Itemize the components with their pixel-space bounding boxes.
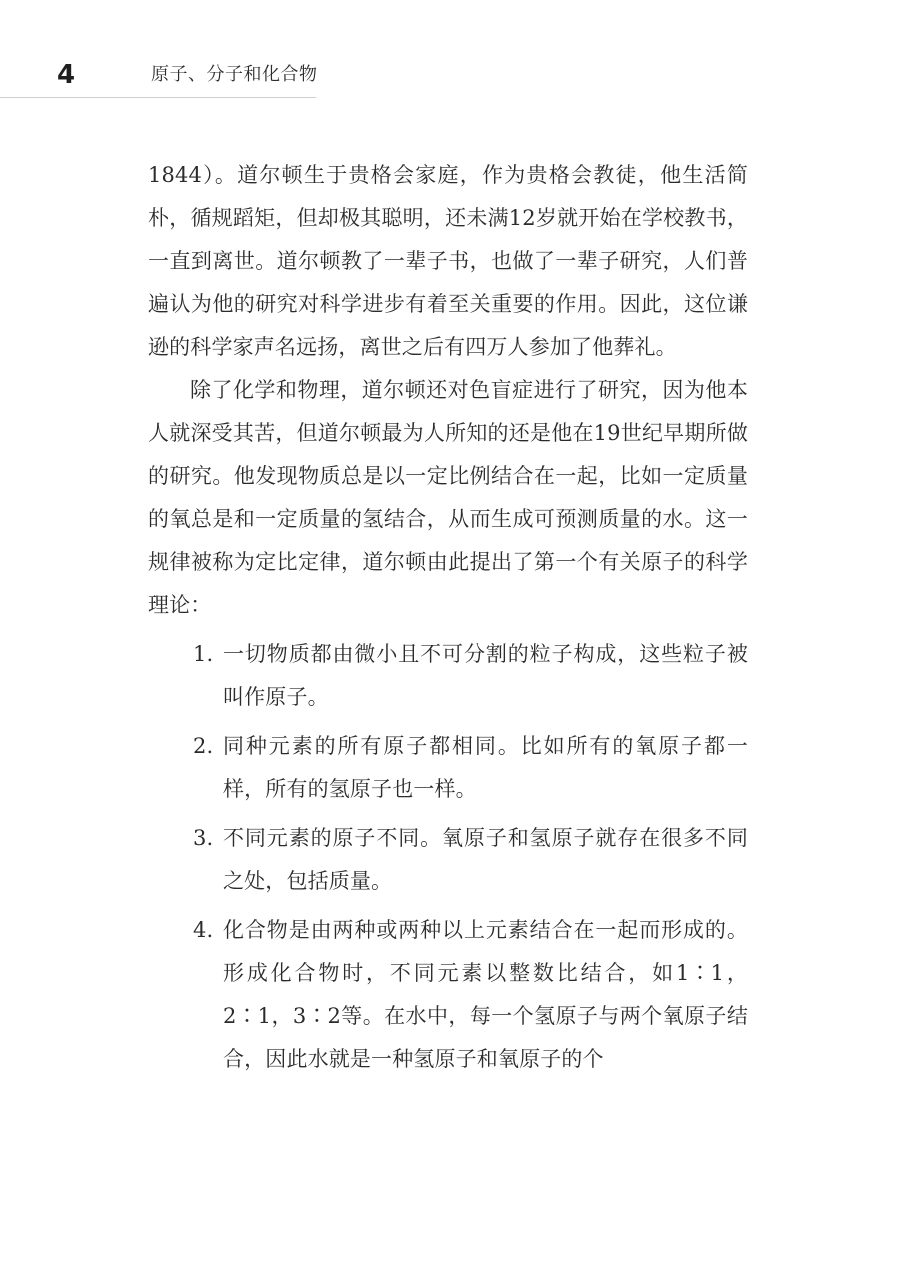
list-item-number: 1. [193,642,214,666]
list-item-text: 不同元素的原子不同。氧原子和氢原子就存在很多不同之处，包括质量。 [223,826,748,893]
list-item-number: 4. [193,918,214,942]
list-item [148,633,748,719]
list-item-text: 化合物是由两种或两种以上元素结合在一起而形成的。形成化合物时，不同元素以整数比结合，如1∶1，2∶1，3∶2等。在水中，每一个氢原子与两个氧原子结合，因此水就是一种氢原子和氧原子的个 [223,918,748,1071]
header-divider [0,97,316,98]
page-header [0,0,900,98]
list-item-text: 一切物质都由微小且不可分割的粒子构成，这些粒子被叫作原子。 [223,642,748,709]
list-item-text: 同种元素的所有原子都相同。比如所有的氧原子都一样，所有的氢原子也一样。 [223,734,748,801]
chapter-title: 原子、分子和化合物 [151,64,318,85]
body-paragraph-2: 除了化学和物理，道尔顿还对色盲症进行了研究，因为他本人就深受其苦，但道尔顿最为人所知的还是他在19世纪早期所做的研究。他发现物质总是以一定比例结合在一起，比如一定质量的氧总是和一定质量的氢结合，从而生成可预测质量的水。这一规律被称为定比定律，道尔顿由此提出了第一个有关原子的科学理论： [148,378,748,617]
list-item-number: 2. [193,734,214,758]
list-item [148,909,748,1081]
body-paragraph-1: 1844）。道尔顿生于贵格会家庭，作为贵格会教徒，他生活简朴，循规蹈矩，但却极其聪明，还未满12岁就开始在学校教书，一直到离世。道尔顿教了一辈子书，也做了一辈子研究，人们普遍认为他的研究对科学进步有着至关重要的作用。因此，这位谦逊的科学家声名远扬，离世之后有四万人参加了他葬礼。 [148,163,748,359]
page-number: 4 [57,60,76,90]
list-item [148,725,748,811]
page-body [148,154,748,1081]
list-item-number: 3. [193,826,214,850]
list-item [148,817,748,903]
theory-list [148,633,748,1081]
